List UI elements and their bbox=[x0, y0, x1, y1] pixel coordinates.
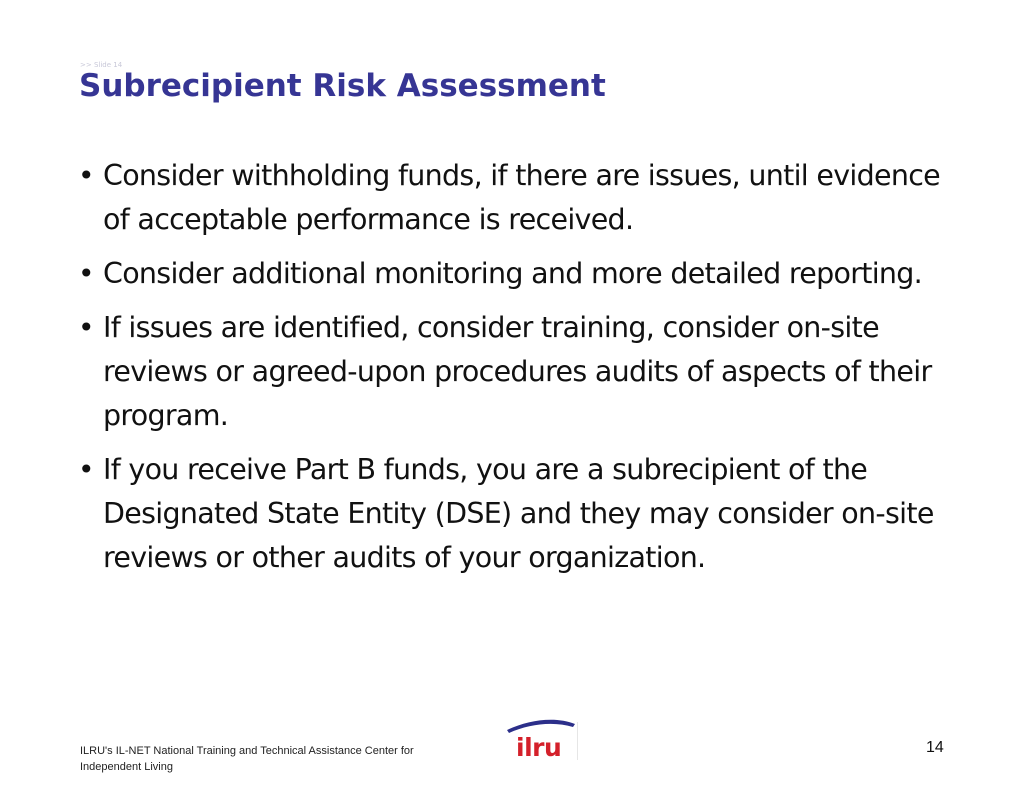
logo-text: ilru bbox=[516, 733, 562, 762]
slide-title: Subrecipient Risk Assessment bbox=[79, 68, 606, 104]
bullet-item bbox=[78, 448, 958, 580]
bullet-icon: • bbox=[78, 159, 94, 192]
bullet-item bbox=[78, 252, 958, 296]
footer-line-1: ILRU's IL-NET National Training and Technical Assistance Center for bbox=[80, 745, 414, 757]
bullet-icon: • bbox=[78, 311, 94, 344]
bullet-text: Consider additional monitoring and more detailed reporting. bbox=[103, 257, 923, 290]
bullet-icon: • bbox=[78, 257, 94, 290]
bullet-icon: • bbox=[78, 453, 94, 486]
bullet-item bbox=[78, 306, 958, 438]
bullet-text: If you receive Part B funds, you are a subrecipient of the Designated State Entity (DSE) and they may consider on-site reviews or other audits of your organization. bbox=[103, 453, 934, 574]
slide-marker: >> Slide 14 bbox=[80, 61, 123, 69]
page-number: 14 bbox=[926, 739, 944, 756]
logo-swoosh bbox=[507, 720, 575, 733]
bullet-text: Consider withholding funds, if there are issues, until evidence of acceptable performance is received. bbox=[103, 159, 940, 236]
bullet-text: If issues are identified, consider training, consider on-site reviews or agreed-upon procedures audits of aspects of their program. bbox=[103, 311, 932, 432]
footer-organization bbox=[80, 743, 460, 775]
logo-border bbox=[577, 722, 578, 760]
bullet-list bbox=[78, 154, 958, 590]
footer-line-2: Independent Living bbox=[80, 761, 173, 773]
bullet-item bbox=[78, 154, 958, 242]
ilru-logo bbox=[493, 718, 581, 762]
